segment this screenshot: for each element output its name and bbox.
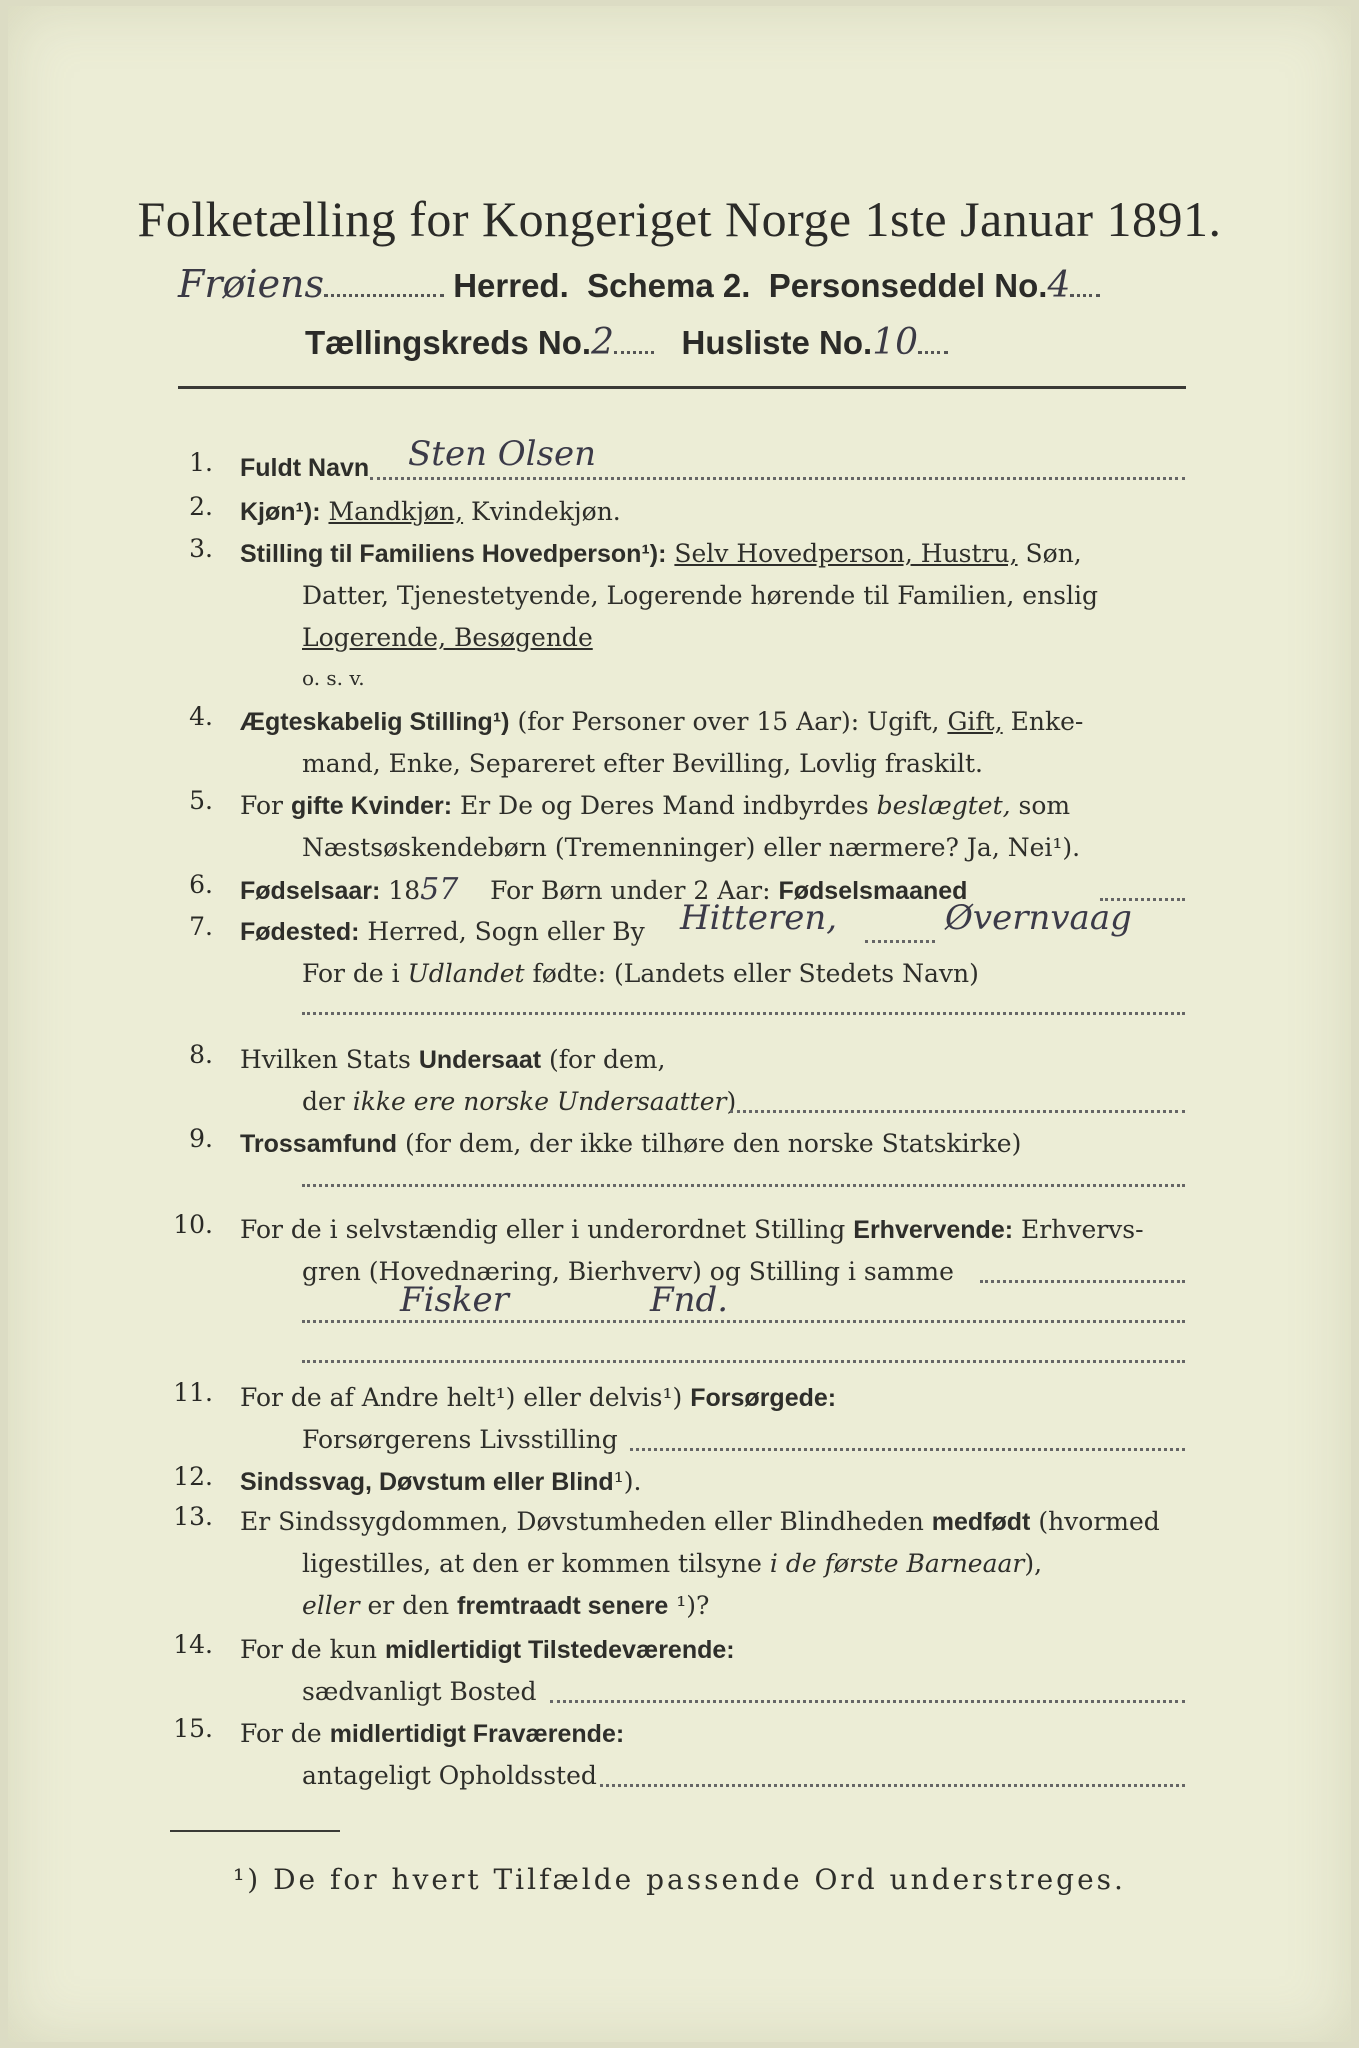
kreds-line xyxy=(305,322,948,363)
q13-number: 13. xyxy=(173,1502,213,1531)
q8-line2: der ikke ere norske Undersaatter) xyxy=(302,1087,737,1116)
q5-line1: For gifte Kvinder: Er De og Deres Mand indbyrdes beslægtet, som xyxy=(240,791,1071,820)
q15-number: 15. xyxy=(173,1714,213,1743)
q3-line2: Datter, Tjenestetyende, Logerende hørende til Familien, enslig xyxy=(302,581,1099,610)
q12-number: 12. xyxy=(173,1462,213,1491)
q5-line2: Næstsøskendebørn (Tremenninger) eller nærmere? Ja, Nei¹). xyxy=(302,833,1081,862)
q6-line: Fødselsaar: 1857 For Børn under 2 Aar: Fødselsmaaned xyxy=(240,872,968,907)
form-title: Folketælling for Kongeriget Norge 1ste Januar 1891. xyxy=(137,191,1222,247)
q7-number: 7. xyxy=(189,912,213,941)
herred-line xyxy=(178,262,1100,306)
husliste-label: Husliste No. xyxy=(681,324,873,361)
q4-number: 4. xyxy=(189,702,213,731)
q1-number: 1. xyxy=(189,448,213,477)
q14-line2: sædvanligt Bosted xyxy=(302,1677,537,1706)
q2-text: Kjøn¹): Mandkjøn, Kvindekjøn. xyxy=(240,497,621,526)
q8-number: 8. xyxy=(189,1040,213,1069)
q8-line1: Hvilken Stats Undersaat (for dem, xyxy=(240,1045,666,1074)
q6-number: 6. xyxy=(189,870,213,899)
q7-line1: Fødested: Herred, Sogn eller By xyxy=(240,917,645,946)
q7-answer-herred: Hitteren, xyxy=(680,898,838,938)
footnote: ¹) De for hvert Tilfælde passende Ord understreges. xyxy=(233,1863,1126,1896)
q10-answer-occupation: Fisker xyxy=(400,1280,509,1320)
q5-number: 5. xyxy=(189,786,213,815)
q10-number: 10. xyxy=(173,1210,213,1239)
q3-line3: Logerende, Besøgende xyxy=(302,623,593,652)
q10-line2: gren (Hovednæring, Bierhverv) og Stilling i samme xyxy=(302,1257,954,1286)
q3-line4: o. s. v. xyxy=(302,666,365,690)
q1-label: Fuldt Navn xyxy=(240,454,370,482)
taellingskreds-number: 2 xyxy=(591,322,614,363)
q9-line: Trossamfund (for dem, der ikke tilhøre den norske Statskirke) xyxy=(240,1129,1022,1158)
husliste-number: 10 xyxy=(872,322,918,363)
q10-line1: For de i selvstændig eller i underordnet Stilling Erhvervende: Erhvervs- xyxy=(240,1215,1144,1244)
header-rule xyxy=(178,386,1186,389)
q13-line1: Er Sindssygdommen, Døvstumheden eller Blindheden medfødt (hvormed xyxy=(240,1507,1160,1536)
q10-answer-abbrev: Fnd. xyxy=(650,1280,729,1320)
q2-number: 2. xyxy=(189,492,213,521)
personseddel-number: 4 xyxy=(1047,265,1071,306)
q13-line2: ligestilles, at den er kommen tilsyne i de første Barneaar), xyxy=(302,1549,1043,1578)
q1-answer-handwritten: Sten Olsen xyxy=(408,434,596,474)
q13-line3: eller er den fremtraadt senere ¹)? xyxy=(302,1591,710,1620)
personseddel-label: Personseddel No. xyxy=(768,267,1048,304)
q14-number: 14. xyxy=(173,1630,213,1659)
q7-line2: For de i Udlandet fødte: (Landets eller Stedets Navn) xyxy=(302,959,979,988)
q3-line1: Stilling til Familiens Hovedperson¹): Selv Hovedperson, Hustru, Søn, xyxy=(240,539,1082,568)
q11-line1: For de af Andre helt¹) eller delvis¹) Forsørgede: xyxy=(240,1383,837,1412)
q14-line1: For de kun midlertidigt Tilstedeværende: xyxy=(240,1635,735,1664)
herred-label: Herred. xyxy=(453,267,569,304)
herred-handwritten: Frøiens xyxy=(178,262,325,306)
q11-number: 11. xyxy=(173,1378,213,1407)
q15-line2: antageligt Opholdssted xyxy=(302,1761,597,1790)
q15-line1: For de midlertidigt Fraværende: xyxy=(240,1719,625,1748)
q4-line1: Ægteskabelig Stilling¹) (for Personer over 15 Aar): Ugift, Gift, Enke- xyxy=(240,707,1084,736)
q12-line: Sindssvag, Døvstum eller Blind¹). xyxy=(240,1467,642,1496)
taellingskreds-label: Tællingskreds No. xyxy=(305,324,592,361)
q11-line2: Forsørgerens Livsstilling xyxy=(302,1425,618,1454)
footnote-rule xyxy=(170,1830,340,1832)
q4-line2: mand, Enke, Separeret efter Bevilling, Lovlig fraskilt. xyxy=(302,749,983,778)
schema-label: Schema 2. xyxy=(587,267,751,304)
q3-number: 3. xyxy=(189,534,213,563)
q9-number: 9. xyxy=(189,1124,213,1153)
q7-answer-sogn: Øvernvaag xyxy=(945,898,1132,938)
